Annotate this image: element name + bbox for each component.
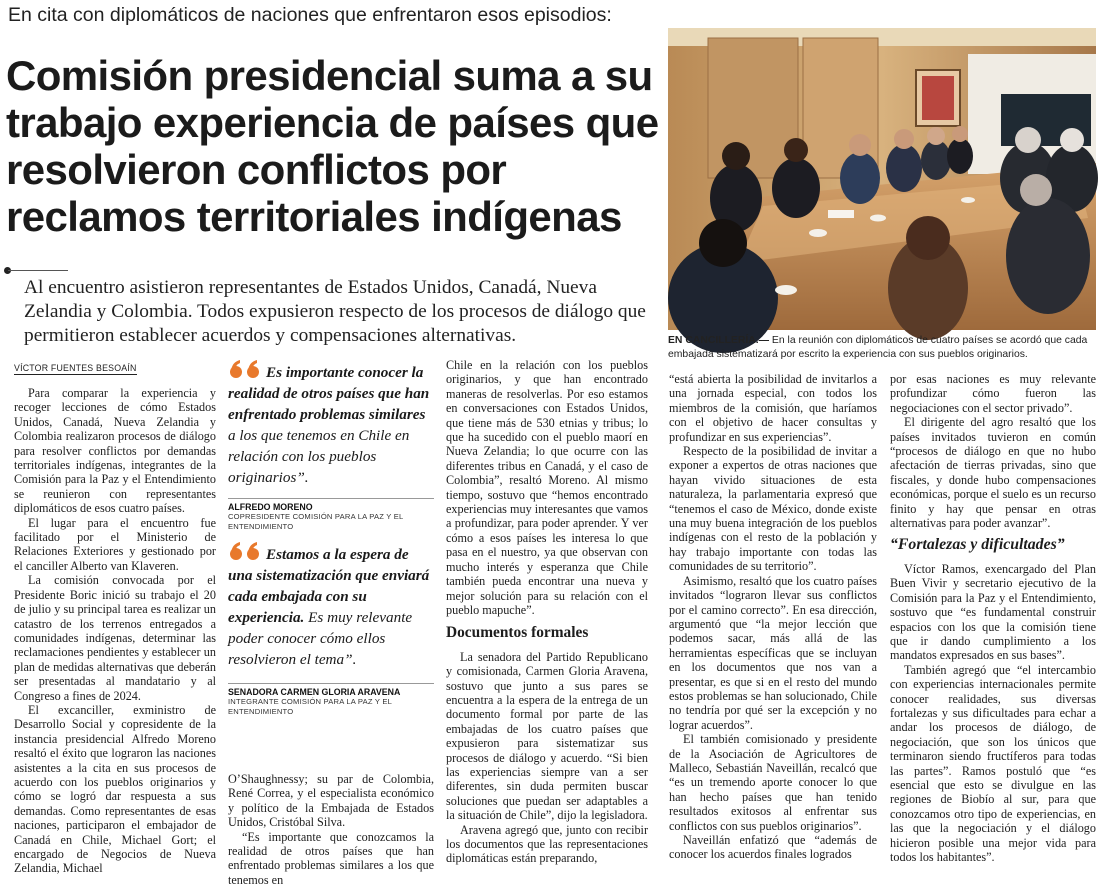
paragraph: Respecto de la posibilidad de invitar a exponer a expertos de otras naciones que hayan vivido situaciones de esta naturaleza, la parlamentaria expresó que “tenemos el caso de México, donde existe una muy buena integración de los pueblos indígenas con el resto de la población y hay trabajo importante con todas las comunidades de su territorio”.	[669, 444, 877, 574]
byline: VÍCTOR FUENTES BESOAÍN	[14, 363, 137, 373]
paragraph: Chile en la relación con los pueblos originarios, y que han encontrado maneras de resolverlas. Por eso estamos en conversaciones con Estados Unidos, que tiene más de 530 etnias y tribus; lo que ha sucedido con el pueblo maorí en Nueva Zelandia; lo que ocurre con las diferentes tribus en Canadá, y el caso de Colombia”, resaltó Moreno. Al mismo tiempo, sostuvo que “hemos encontrado experiencias muy interesantes que vamos a profundizar, para poder aprender. Y ver cómo a esos países les interesa lo que pasa en el nuestro, ya que observan con mucho interés y esperanza que Chile también pueda encontrar una nueva y mejor solución para su relación con el pueblo mapuche”.	[446, 358, 648, 617]
lede-rule	[8, 270, 68, 271]
paragraph: “está abierta la posibilidad de invitarlos a una jornada especial, con todos los miembros de la comisión, que haríamos con el objetivo de hacer consultas y profundizar en sus experiencias”.	[669, 372, 877, 444]
paragraph: “Es importante que conozcamos la realidad de otros países que han enfrentado problemas similares a los que tenemos en	[228, 829, 434, 887]
paragraph: Naveillán enfatizó que “además de conocer los acuerdos finales logrados	[669, 833, 877, 862]
body-column-3	[446, 358, 648, 866]
quote-attribution-2	[228, 683, 434, 716]
paragraph: El excanciller, exministro de Desarrollo Social y copresidente de la instancia presidencial Alfredo Moreno resaltó el éxito que lograron las naciones asistentes a la cita en sus procesos de acuerdo con los pueblos originarios y cómo se logró dar respuesta a sus demandas. Como representantes de esas naciones, participaron el embajador de Canadá en Chile, Michael Gort; el encargado de Negocios de Nueva Zelandia, Michael	[14, 702, 216, 876]
attribution-rule	[228, 498, 434, 499]
paragraph: El dirigente del agro resaltó que los países invitados tuvieron en común “procesos de diálogo en que no hubo afectación de tierras privadas, sino que fiscales, y donde hubo compensaciones económicas, porque el suelo es un recurso finito y hay que pensar en otras alternativas para poder avanzar”.	[890, 415, 1096, 531]
paragraph: Víctor Ramos, exencargado del Plan Buen Vivir y secretario ejecutivo de la Comisión para la Paz y el Entendimiento, sostuvo que “es fundamental construir espacios con los que la comisión tiene que ir dando cumplimiento a los mandatos expresados en sus bases”.	[890, 561, 1096, 663]
paragraph: También agregó que “el intercambio con experiencias internacionales permite conocer realidades, sus diversas fortalezas y sus dificultades para echar a andar los procesos de diálogo, de negociación, que son los únicos que terminaron siendo fructíferos para todas las partes”. Ramos postuló que “es esencial que esto se divulgue en las regiones de Biobío al sur, para que conozcamos otro tipo de experiencias, en las que la negociación y el diálogo hicieron posible una mejor vida para todos los habitantes”.	[890, 662, 1096, 864]
quote-rest: a los que tenemos en Chile en relación con los pueblos originarios”.	[228, 427, 410, 486]
paragraph: El lugar para el encuentro fue facilitado por el Ministerio de Relaciones Exteriores y gestionado por el canciller Alberto van Klaveren.	[14, 515, 216, 573]
caption-label: EN CANCILLERÍA.—	[668, 335, 770, 346]
body-column-2	[228, 772, 434, 887]
quote-bold: Es importante conocer la realidad de otros países que han enfrentado problemas similares	[228, 364, 430, 423]
article-headline: Comisión presidencial suma a su trabajo experiencia de países que resolvieron conflictos por reclamos territoriales indígenas	[6, 52, 659, 240]
paragraph: La senadora del Partido Republicano y comisionada, Carmen Gloria Aravena, sostuvo que junto a sus pares se encuentra a la espera de la entrega de un documento formal por parte de las embajadas de los cuatro países que expusieron para sistematizar sus procesos de diálogo y acuerdo. “Si bien las experiencias siempre van a ser diferentes, sin duda permiten buscar soluciones que puedan ser adaptables a la situación de Chile”, dijo la legisladora.	[446, 649, 648, 823]
pull-quote-1	[228, 359, 434, 488]
pull-quote-2	[228, 541, 434, 670]
photo-caption	[668, 334, 1096, 361]
subheading-fortalezas: “Fortalezas y dificultades”	[890, 536, 1065, 554]
quote-mark-icon	[228, 359, 264, 379]
paragraph: Para comparar la experiencia y recoger lecciones de cómo Estados Unidos, Canadá, Nueva Zelandia y Colombia realizaron procesos de diálogo para resolver conflictos por demandas territoriales indígenas, integrantes de la Comisión para la Paz y el Entendimiento se reunieron con representantes diplomáticos de esos cuatro países.	[14, 386, 216, 516]
quote-rest: Es muy relevante poder conocer cómo ellos resolvieron el tema”.	[228, 609, 413, 668]
paragraph: La comisión convocada por el Presidente Boric inició su trabajo el 20 de julio y su principal tarea es realizar un catastro de los terrenos entregados a comunidades indígenas, determinar las reclamaciones pendientes y establecer un plan de medidas alternativas que deberán ser presentadas al mandatario y al Congreso a fines de 2024.	[14, 573, 216, 703]
paragraph: El también comisionado y presidente de la Asociación de Agricultores de Malleco, Sebastián Naveillán, recalcó que “es un tremendo aporte conocer lo que han hecho países que han tenido resultados exitosos al enfrentar sus conflictos con sus pueblos originarios”.	[669, 732, 877, 833]
subheading-documentos: Documentos formales	[446, 624, 589, 642]
meeting-photo	[668, 28, 1096, 330]
attribution-role: COPRESIDENTE COMISIÓN PARA LA PAZ Y EL ENTENDIMIENTO	[228, 512, 404, 531]
body-column-5	[890, 372, 1096, 864]
quote-bold: Estamos a la espera de una sistematización que enviará cada embajada con su experiencia.	[228, 546, 430, 626]
article-lede: Al encuentro asistieron representantes de Estados Unidos, Canadá, Nueva Zelandia y Colombia. Todos expusieron respecto de los procesos de diálogo que permitieron establecer acuerdos y compensaciones alternativas.	[24, 277, 646, 346]
body-column-1	[14, 386, 216, 876]
attribution-name: ALFREDO MORENO	[228, 502, 313, 512]
paragraph: Aravena agregó que, junto con recibir los documentos que las representaciones diplomáticas están preparando,	[446, 822, 648, 866]
caption-text: En la reunión con diplomáticos de cuatro países se acordó que cada embajada sistematizará por escrito la experiencia con sus pueblos originarios.	[668, 335, 1088, 360]
body-column-4	[669, 372, 877, 862]
paragraph: O’Shaughnessy; su par de Colombia, René Correa, y el especialista económico y político de la Embajada de Estados Unidos, Cristóbal Silva.	[228, 772, 434, 830]
quote-mark-icon	[228, 541, 264, 561]
article-kicker: En cita con diplomáticos de naciones que enfrentaron esos episodios:	[8, 4, 612, 26]
attribution-role: INTEGRANTE COMISIÓN PARA LA PAZ Y EL ENTENDIMIENTO	[228, 697, 392, 716]
paragraph: por esas naciones es muy relevante profundizar cómo fueron las negociaciones con el sector privado”.	[890, 372, 1096, 415]
attribution-name: SENADORA CARMEN GLORIA ARAVENA	[228, 687, 401, 697]
attribution-rule	[228, 683, 434, 684]
paragraph: Asimismo, resaltó que los cuatro países invitados “lograron llevar sus conflictos por el camino correcto”. En esa dirección, argumentó que “la mejor lección que podemos sacar, más allá de las herramientas específicas que se incluyan en los documentos que nos van a presentar, es que si en el resto del mundo estos problemas se han solucionado, Chile no tendría por qué ser la excepción y no lograr acuerdos”.	[669, 573, 877, 732]
quote-attribution-1	[228, 498, 434, 531]
